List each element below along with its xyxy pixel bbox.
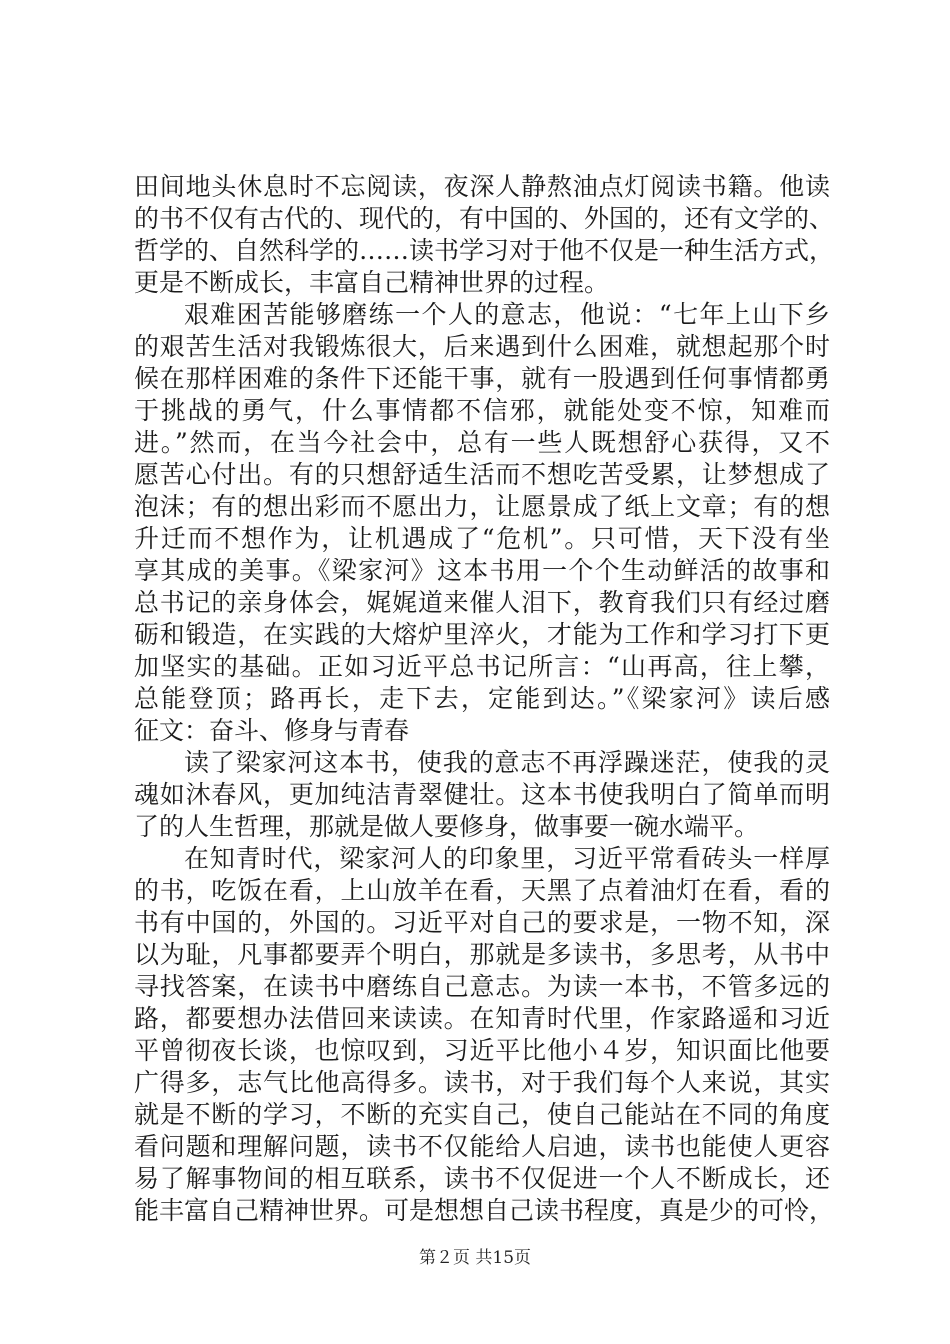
text-line: 平曾彻夜长谈，也惊叹到，习近平比他小４岁，知识面比他要 bbox=[134, 1036, 830, 1065]
text-line: 的艰苦生活对我锻炼很大，后来遇到什么困难，就想起那个时 bbox=[134, 332, 830, 361]
text-line: 候在那样困难的条件下还能干事，就有一股遇到任何事情都勇 bbox=[134, 364, 830, 393]
text-line: 易了解事物间的相互联系，读书不仅促进一个人不断成长，还 bbox=[134, 1164, 830, 1193]
text-line: 书有中国的，外国的。习近平对自己的要求是，一物不知，深 bbox=[134, 908, 830, 937]
text-line: 享其成的美事。《梁家河》这本书用一个个生动鲜活的故事和 bbox=[134, 556, 830, 585]
text-line: 哲学的、自然科学的……读书学习对于他不仅是一种生活方式， bbox=[134, 236, 835, 265]
section-title-line: 征文：奋斗、修身与青春 bbox=[134, 716, 410, 745]
text-line: 泡沫；有的想出彩而不愿出力，让愿景成了纸上文章；有的想 bbox=[134, 492, 830, 521]
text-line: 总书记的亲身体会，娓娓道来催人泪下，教育我们只有经过磨 bbox=[134, 588, 830, 617]
text-line: 就是不断的学习，不断的充实自己，使自己能站在不同的角度 bbox=[134, 1100, 830, 1129]
text-line: 魂如沐春风，更加纯洁青翠健壮。这本书使我明白了简单而明 bbox=[134, 780, 830, 809]
text-line: 路，都要想办法借回来读读。在知青时代里，作家路遥和习近 bbox=[134, 1004, 830, 1033]
text-line: 在知青时代，梁家河人的印象里，习近平常看砖头一样厚 bbox=[184, 844, 830, 873]
text-line: 读了梁家河这本书，使我的意志不再浮躁迷茫，使我的灵 bbox=[184, 748, 830, 777]
text-line: 愿苦心付出。有的只想舒适生活而不想吃苦受累，让梦想成了 bbox=[134, 460, 830, 489]
text-line: 于挑战的勇气，什么事情都不信邪，就能处变不惊，知难而 bbox=[134, 396, 830, 425]
text-line: 艰难困苦能够磨练一个人的意志，他说：“七年上山下乡 bbox=[184, 300, 830, 329]
text-line: 砺和锻造，在实践的大熔炉里淬火，才能为工作和学习打下更 bbox=[134, 620, 830, 649]
text-line: 广得多，志气比他高得多。读书，对于我们每个人来说，其实 bbox=[134, 1068, 830, 1097]
text-line: 能丰富自己精神世界。可是想想自己读书程度，真是少的可怜， bbox=[134, 1196, 835, 1225]
text-line: 进。”然而，在当今社会中，总有一些人既想舒心获得，又不 bbox=[134, 428, 830, 457]
text-line: 总能登顶；路再长，走下去，定能到达。”《梁家河》读后感 bbox=[134, 684, 830, 713]
text-line: 寻找答案，在读书中磨练自己意志。为读一本书，不管多远的 bbox=[134, 972, 830, 1001]
text-line: 田间地头休息时不忘阅读，夜深人静熬油点灯阅读书籍。他读 bbox=[134, 172, 830, 201]
text-line: 了的人生哲理，那就是做人要修身，做事要一碗水端平。 bbox=[134, 812, 760, 841]
text-line: 更是不断成长，丰富自己精神世界的过程。 bbox=[134, 268, 610, 297]
text-line: 加坚实的基础。正如习近平总书记所言：“山再高，往上攀， bbox=[134, 652, 830, 681]
page-number-footer: 第２页 共15页 bbox=[418, 1248, 532, 1268]
text-line: 的书不仅有古代的、现代的，有中国的、外国的，还有文学的、 bbox=[134, 204, 835, 233]
text-line: 以为耻，凡事都要弄个明白，那就是多读书，多思考，从书中 bbox=[134, 940, 830, 969]
text-line: 升迁而不想作为，让机遇成了“危机”。只可惜，天下没有坐 bbox=[134, 524, 830, 553]
text-line: 看问题和理解问题，读书不仅能给人启迪，读书也能使人更容 bbox=[134, 1132, 830, 1161]
text-line: 的书，吃饭在看，上山放羊在看，天黑了点着油灯在看，看的 bbox=[134, 876, 830, 905]
document-body bbox=[134, 171, 835, 1227]
